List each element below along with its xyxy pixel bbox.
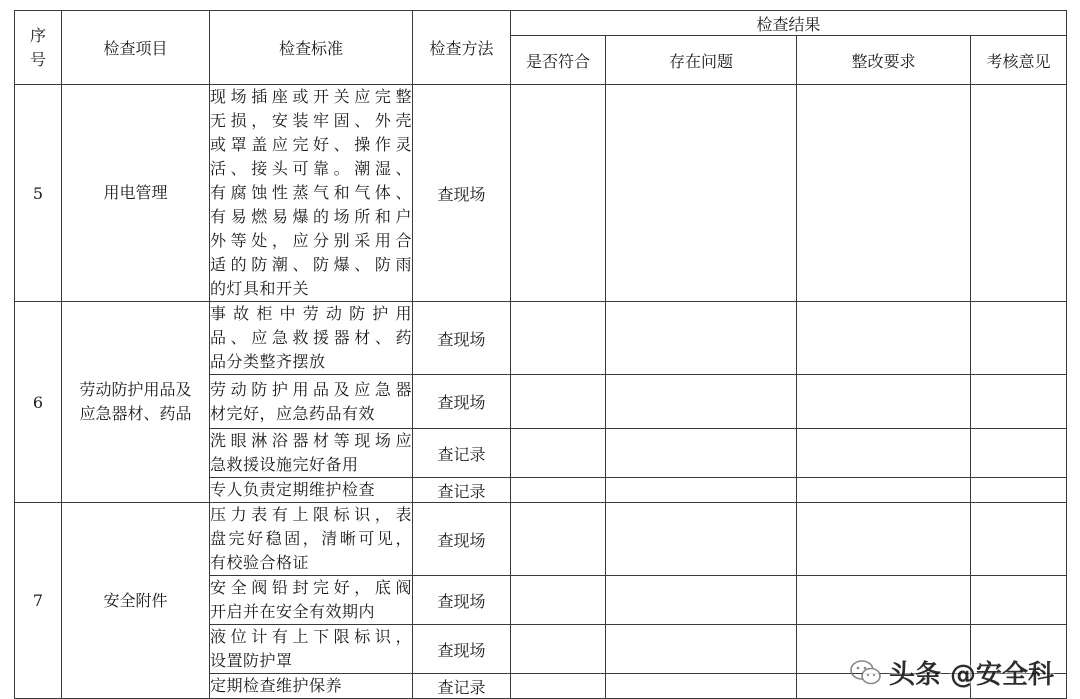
table-row [15, 302, 1067, 375]
standard-line: 材完好，应急药品有效 [210, 403, 376, 423]
header-result-compliant: 是否符合 [511, 36, 606, 85]
result-compliant-cell[interactable] [511, 674, 606, 699]
standard-line: 现场插座或开关应完整 [210, 87, 412, 106]
standard-line: 定期检查维护保养 [210, 676, 343, 695]
standard-line: 事故柜中劳动防护用 [210, 304, 412, 323]
row-method: 查现场 [413, 625, 511, 674]
result-problems-cell[interactable] [606, 576, 797, 625]
standard-line: 专人负责定期维护检查 [210, 480, 376, 499]
row-standard [210, 674, 413, 699]
result-problems-cell[interactable] [606, 503, 797, 576]
standard-line: 活、接头可靠。潮湿、 [210, 159, 412, 178]
result-assessment-cell[interactable] [971, 85, 1067, 302]
row-item [62, 85, 210, 302]
header-results-group: 检查结果 [511, 11, 1067, 36]
standard-line: 品分类整齐摆放 [210, 352, 326, 371]
row-standard [210, 85, 413, 302]
row-method: 查现场 [413, 302, 511, 375]
row-method: 查记录 [413, 674, 511, 699]
result-compliant-cell[interactable] [511, 576, 606, 625]
item-line: 用电管理 [103, 183, 168, 202]
result-problems-cell[interactable] [606, 85, 797, 302]
row-standard [210, 576, 413, 625]
row-standard [210, 478, 413, 503]
result-compliant-cell[interactable] [511, 85, 606, 302]
standard-line: 或罩盖应完好、操作灵 [210, 135, 412, 154]
row-standard [210, 429, 413, 478]
row-seq: 5 [15, 85, 62, 302]
result-compliant-cell[interactable] [511, 302, 606, 375]
result-problems-cell[interactable] [606, 302, 797, 375]
row-standard [210, 625, 413, 674]
standard-line: 安全阀铅封完好，底阀 [210, 578, 412, 597]
standard-line: 压力表有上限标识，表 [210, 505, 412, 524]
header-result-problems: 存在问题 [606, 36, 797, 85]
header-seq-char: 号 [29, 49, 46, 69]
result-problems-cell[interactable] [606, 478, 797, 503]
result-compliant-cell[interactable] [511, 429, 606, 478]
standard-line: 设置防护罩 [210, 651, 293, 670]
result-problems-cell[interactable] [606, 674, 797, 699]
item-line: 劳动防护用品及 [79, 380, 192, 399]
standard-line: 无损，安装牢固、外壳 [210, 111, 412, 130]
row-method: 查现场 [413, 576, 511, 625]
inspection-table [14, 10, 1067, 699]
result-rectification-cell[interactable] [797, 478, 971, 503]
result-compliant-cell[interactable] [511, 375, 606, 429]
result-assessment-cell[interactable] [971, 478, 1067, 503]
result-assessment-cell[interactable] [971, 302, 1067, 375]
result-rectification-cell[interactable] [797, 375, 971, 429]
table-row [15, 85, 1067, 302]
table-row [15, 503, 1067, 576]
result-problems-cell[interactable] [606, 429, 797, 478]
header-result-assessment: 考核意见 [971, 36, 1067, 85]
item-line: 安全附件 [103, 590, 168, 610]
header-result-rectification: 整改要求 [797, 36, 971, 85]
standard-line: 外等处，应分别采用合 [210, 231, 412, 250]
standard-line: 液位计有上下限标识， [210, 627, 412, 646]
standard-line: 的灯具和开关 [210, 279, 310, 298]
row-method: 查现场 [413, 503, 511, 576]
header-seq [15, 11, 62, 85]
result-rectification-cell[interactable] [797, 503, 971, 576]
row-seq: 7 [15, 503, 62, 699]
row-item [62, 503, 210, 699]
standard-line: 洗眼淋浴器材等现场应 [210, 431, 412, 450]
item-line: 应急器材、药品 [79, 404, 192, 423]
watermark-text: 头条 @安全科 [888, 660, 1054, 690]
result-assessment-cell[interactable] [971, 576, 1067, 625]
result-compliant-cell[interactable] [511, 503, 606, 576]
result-compliant-cell[interactable] [511, 625, 606, 674]
standard-line: 盘完好稳固，清晰可见， [210, 529, 412, 548]
row-standard [210, 302, 413, 375]
standard-line: 品、应急救援器材、药 [210, 328, 412, 347]
result-rectification-cell[interactable] [797, 576, 971, 625]
standard-line: 劳动防护用品及应急器 [210, 379, 412, 399]
wechat-icon [849, 659, 883, 687]
watermark [849, 654, 1054, 691]
table-body [15, 85, 1067, 699]
standard-line: 有腐蚀性蒸气和气体、 [210, 183, 412, 202]
result-problems-cell[interactable] [606, 625, 797, 674]
result-assessment-cell[interactable] [971, 375, 1067, 429]
header-method: 检查方法 [413, 11, 511, 85]
row-seq: 6 [15, 302, 62, 503]
row-method: 查记录 [413, 429, 511, 478]
row-method: 查记录 [413, 478, 511, 503]
row-method: 查现场 [413, 85, 511, 302]
row-standard [210, 375, 413, 429]
result-rectification-cell[interactable] [797, 429, 971, 478]
result-assessment-cell[interactable] [971, 503, 1067, 576]
header-item: 检查项目 [62, 11, 210, 85]
result-rectification-cell[interactable] [797, 302, 971, 375]
standard-line: 开启并在安全有效期内 [210, 602, 376, 621]
standard-line: 有校验合格证 [210, 553, 310, 572]
row-standard [210, 503, 413, 576]
standard-line: 急救援设施完好备用 [210, 455, 359, 474]
result-rectification-cell[interactable] [797, 85, 971, 302]
header-seq-char: 序 [29, 25, 46, 45]
standard-line: 适的防潮、防爆、防雨 [210, 255, 412, 274]
row-item [62, 302, 210, 503]
result-assessment-cell[interactable] [971, 429, 1067, 478]
result-compliant-cell[interactable] [511, 478, 606, 503]
header-standard: 检查标准 [210, 11, 413, 85]
row-method: 查现场 [413, 375, 511, 429]
standard-line: 有易燃易爆的场所和户 [210, 207, 412, 226]
result-problems-cell[interactable] [606, 375, 797, 429]
inspection-sheet [14, 10, 1067, 699]
